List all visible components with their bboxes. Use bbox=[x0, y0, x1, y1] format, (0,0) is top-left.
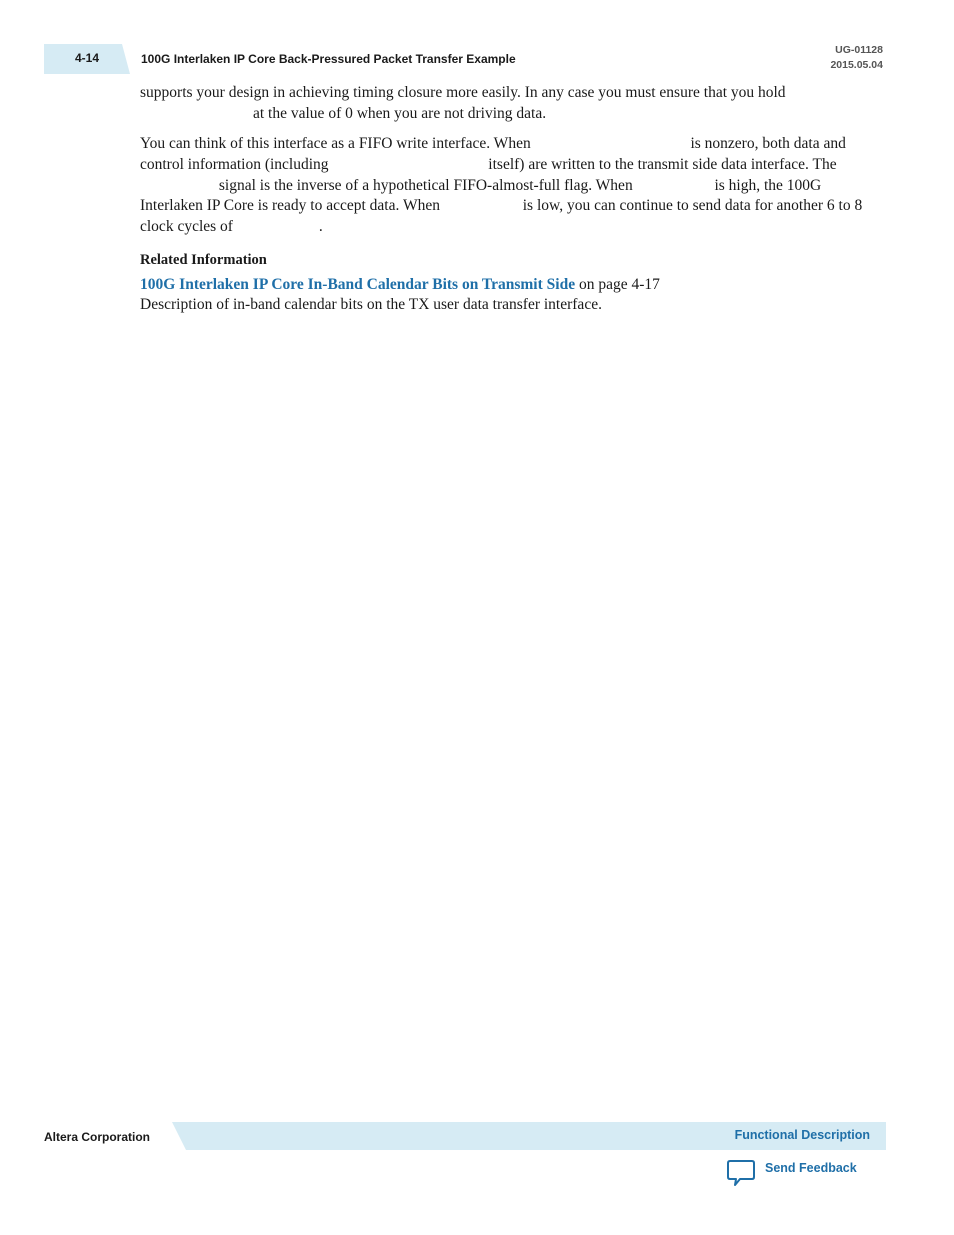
paragraph-2-part-d: signal is the inverse of a hypothetical FIFO-almost-full flag. When bbox=[218, 176, 633, 194]
related-link-page-ref: on page 4-17 bbox=[578, 276, 660, 293]
paragraph-2-part-b: is nonzero, both data and control information (including bbox=[140, 135, 846, 173]
related-information-heading: Related Information bbox=[140, 252, 267, 268]
paragraph-1-line-1: supports your design in achieving timing closure more easily. In any case you must ensure that you hold bbox=[140, 84, 786, 101]
footer-company: Altera Corporation bbox=[44, 1130, 151, 1144]
document-id-block bbox=[830, 43, 883, 73]
speech-bubble-icon bbox=[726, 1158, 756, 1188]
page-number: 4-14 bbox=[75, 51, 100, 65]
related-link[interactable]: 100G Interlaken IP Core In-Band Calendar Bits on Transmit Side bbox=[140, 276, 576, 293]
send-feedback-label: Send Feedback bbox=[765, 1161, 857, 1175]
paragraph-2-part-a: You can think of this interface as a FIFO write interface. When bbox=[140, 135, 531, 152]
paragraph-1 bbox=[140, 83, 868, 125]
paragraph-2-part-g: . bbox=[318, 218, 323, 236]
document-id: UG-01128 bbox=[835, 44, 883, 56]
paragraph-2-part-c: itself) are written to the transmit side data interface. The bbox=[488, 155, 837, 173]
paragraph-2-part-f: is low, you can continue to send data for another 6 to 8 clock cycles of bbox=[140, 197, 863, 236]
related-link-line bbox=[140, 275, 660, 296]
send-feedback-button[interactable] bbox=[726, 1158, 857, 1188]
related-link-description: Description of in-band calendar bits on the TX user data transfer interface. bbox=[140, 296, 602, 313]
paragraph-2-part-e: is high, the 100G Interlaken IP Core is ready to accept data. When bbox=[140, 176, 822, 215]
paragraph-1-line-2: at the value of 0 when you are not driving data. bbox=[253, 104, 547, 122]
document-date: 2015.05.04 bbox=[830, 59, 883, 71]
header-title: 100G Interlaken IP Core Back-Pressured Packet Transfer Example bbox=[141, 52, 516, 66]
footer-section-link[interactable]: Functional Description bbox=[734, 1128, 870, 1142]
paragraph-2 bbox=[140, 134, 868, 238]
